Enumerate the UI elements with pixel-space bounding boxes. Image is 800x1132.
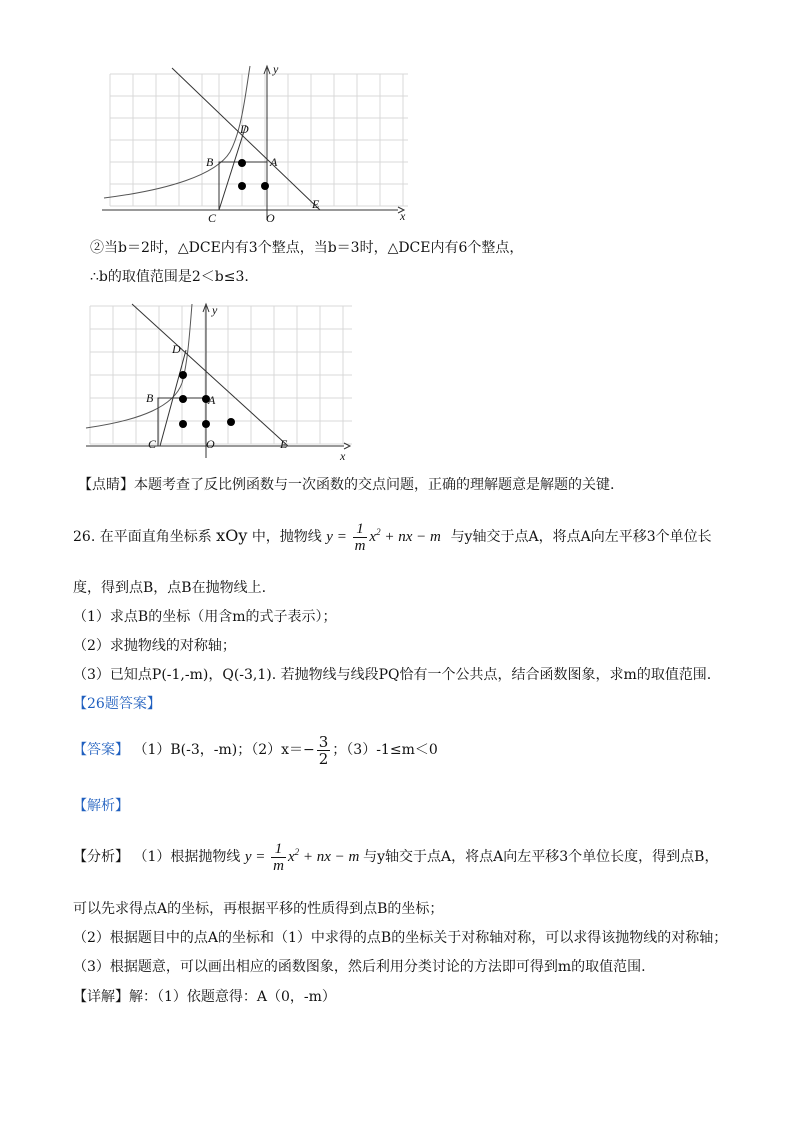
case-2-line: ②当b＝2时，△DCE内有3个整点，当b＝3时，△DCE内有6个整点， bbox=[90, 240, 524, 256]
label-a: A bbox=[208, 393, 216, 407]
question-26-line-2: 度，得到点B，点B在抛物线上. bbox=[73, 580, 267, 596]
figure-2-grid bbox=[90, 306, 352, 444]
answer-fraction: $\frac{3}{2}$ bbox=[318, 732, 329, 768]
label-o: O bbox=[266, 211, 275, 225]
label-c: C bbox=[208, 211, 217, 225]
q26-mid: 中，抛物线 bbox=[251, 529, 322, 545]
analysis-line-1 bbox=[73, 830, 718, 874]
lattice-point bbox=[179, 420, 187, 428]
label-e: E bbox=[280, 437, 288, 451]
label-c: C bbox=[148, 437, 157, 451]
parabola-equation: y = $\frac{1}{m}$ $x^2$ + nx − m bbox=[326, 521, 441, 555]
question-26-part-1: （1）求点B的坐标（用含m的式子表示）； bbox=[73, 609, 337, 625]
answer-tag: 【答案】 bbox=[73, 742, 129, 758]
lattice-point bbox=[179, 371, 187, 379]
label-x: x bbox=[400, 209, 406, 223]
q26-xoy: xOy bbox=[216, 526, 248, 545]
lattice-point bbox=[238, 182, 246, 190]
figure-1 bbox=[98, 60, 418, 228]
analysis-text-2: 与y轴交于点A，将点A向左平移3个单位长度，得到点B， bbox=[363, 849, 719, 865]
label-b: B bbox=[206, 155, 214, 169]
label-a: A bbox=[270, 155, 278, 169]
lattice-point bbox=[238, 159, 246, 167]
label-y: y bbox=[212, 303, 218, 317]
question-26-line-1 bbox=[73, 512, 712, 555]
detail-line: 【详解】解：（1）依题意得：A（0，-m） bbox=[73, 989, 336, 1005]
analysis-tag: 【分析】 bbox=[73, 849, 129, 865]
question-26-part-2: （2）求抛物线的对称轴； bbox=[73, 638, 236, 654]
label-b: B bbox=[146, 391, 154, 405]
lattice-point bbox=[261, 182, 269, 190]
answer-part-1: （1）B(-3，-m)；（2）x＝− bbox=[133, 742, 315, 758]
analysis-line-4: （3）根据题意，可以画出相应的函数图象，然后利用分类讨论的方法即可得到m的取值范围. bbox=[73, 959, 646, 975]
q26-suffix: 与y轴交于点A，将点A向左平移3个单位长 bbox=[450, 529, 712, 545]
lattice-point bbox=[202, 420, 210, 428]
figure-1-grid bbox=[110, 74, 408, 206]
analysis-header: 【解析】 bbox=[73, 798, 129, 814]
label-d: D bbox=[240, 122, 249, 136]
hyperbola-curve bbox=[86, 304, 192, 428]
figure-2 bbox=[82, 298, 358, 466]
question-26-part-3: （3）已知点P(-1,-m)，Q(-3,1). 若抛物线与线段PQ恰有一个公共点，结合函数图象，求m的取值范围. bbox=[73, 667, 712, 683]
analysis-line-2: 可以先求得点A的坐标，再根据平移的性质得到点B的坐标； bbox=[73, 901, 444, 917]
conclusion-line: ∴b的取值范围是2＜b≤3. bbox=[90, 269, 249, 285]
label-e: E bbox=[312, 197, 320, 211]
answer-line bbox=[73, 728, 438, 772]
lattice-point bbox=[179, 395, 187, 403]
label-x: x bbox=[340, 449, 346, 463]
label-o: O bbox=[206, 437, 215, 451]
parabola-equation-2: y = $\frac{1}{m}$ $x^2$ + nx − m bbox=[244, 841, 360, 875]
q26-prefix: 26. 在平面直角坐标系 bbox=[73, 529, 212, 545]
label-y: y bbox=[273, 62, 279, 76]
answer-part-2: ；（3）-1≤m＜0 bbox=[332, 742, 438, 758]
comment-line: 【点睛】本题考查了反比例函数与一次函数的交点问题，正确的理解题意是解题的关键. bbox=[78, 477, 615, 493]
analysis-line-3: （2）根据题目中的点A的坐标和（1）中求得的点B的坐标关于对称轴对称，可以求得该抛物线的对称轴； bbox=[73, 930, 728, 946]
lattice-point bbox=[227, 418, 235, 426]
hyperbola-curve bbox=[104, 66, 250, 198]
label-d: D bbox=[172, 342, 181, 356]
answer-header: 【26题答案】 bbox=[73, 696, 161, 712]
analysis-text-1: （1）根据抛物线 bbox=[133, 849, 241, 865]
